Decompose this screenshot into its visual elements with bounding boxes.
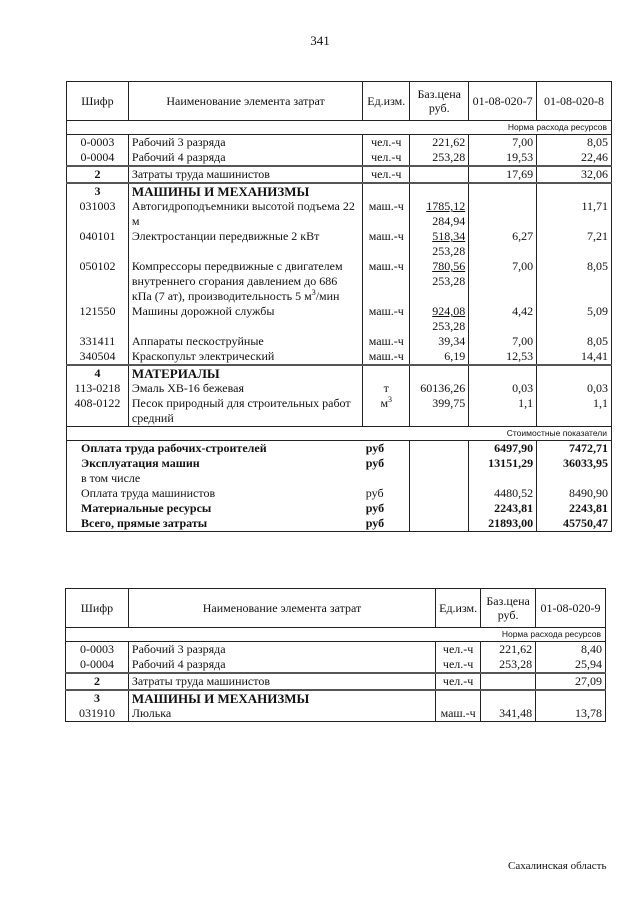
table-row: 0-0003 Рабочий 3 разряда чел.-ч 221,62 8,40 [66, 642, 606, 658]
cost-row: в том числе [67, 471, 612, 486]
header-unit: Ед.изм. [436, 589, 481, 628]
section-machines: 3 МАШИНЫ И МЕХАНИЗМЫ [66, 690, 606, 706]
table-row: 121550 Машины дорожной службы маш.-ч 924,08 253,28 4,42 5,09 [67, 304, 612, 334]
table-header-row [66, 589, 606, 628]
cost-row: Оплата труда машинистов руб 4480,52 8490,90 [67, 486, 612, 501]
operators-row: 2 Затраты труда машинистов чел.-ч 27,09 [66, 673, 606, 690]
header-name: Наименование элемента затрат [128, 589, 435, 628]
subheader-norms: Норма расхода ресурсов [66, 628, 606, 642]
header-unit: Ед.изм. [363, 82, 410, 121]
header-price: Баз.цена руб. [481, 589, 536, 628]
header-name: Наименование элемента затрат [128, 82, 362, 121]
section-materials: 4 МАТЕРИАЛЫ [67, 365, 612, 381]
table-row: 031003 Автогидроподъемники высотой подъема 22 м маш.-ч 1785,12 284,94 11,71 [67, 199, 612, 229]
header-code: Шифр [67, 82, 129, 121]
table-row: 408-0122 Песок природный для строительных работ средний $м^3$ 399,75 1,1 1,1 [67, 396, 612, 427]
subheader-norms: Норма расхода ресурсов [67, 121, 612, 135]
table-header-row [67, 82, 612, 121]
cost-row: Оплата труда рабочих-строителей руб 6497,90 7472,71 [67, 441, 612, 457]
cost-row: Эксплуатация машин руб 13151,29 36033,95 [67, 456, 612, 471]
table-row: 0-0004 Рабочий 4 разряда чел.-ч 253,28 19,53 22,46 [67, 150, 612, 166]
cost-row-total: Всего, прямые затраты руб 21893,00 45750,47 [67, 516, 612, 532]
header-code: Шифр [66, 589, 129, 628]
header-norm-9: 01-08-020-9 [536, 589, 606, 628]
table-row: 113-0218 Эмаль ХВ-16 бежевая т 60136,26 0,03 0,03 [67, 381, 612, 396]
operators-row: 2 Затраты труда машинистов чел.-ч 17,69 32,06 [67, 166, 612, 183]
header-norm-7: 01-08-020-7 [469, 82, 537, 121]
resource-table-1 [66, 81, 612, 532]
table-row: 0-0004 Рабочий 4 разряда чел.-ч 253,28 25,94 [66, 657, 606, 673]
section-machines: 3 МАШИНЫ И МЕХАНИЗМЫ [67, 183, 612, 199]
table-row: 0-0003 Рабочий 3 разряда чел.-ч 221,62 7,00 8,05 [67, 135, 612, 151]
table-row: 331411 Аппараты пескоструйные маш.-ч 39,34 7,00 8,05 [67, 334, 612, 349]
header-price: Баз.цена руб. [410, 82, 469, 121]
table-row: 040101 Электростанции передвижные 2 кВт маш.-ч 518,34 253,28 6,27 7,21 [67, 229, 612, 259]
table-row: 340504 Краскопульт электрический маш.-ч 6,19 12,53 14,41 [67, 349, 612, 365]
resource-table-2 [65, 588, 606, 722]
header-norm-8: 01-08-020-8 [537, 82, 612, 121]
table-row: 050102 Компрессоры передвижные с двигателем внутреннего сгорания давлением до 686 кПа (7 ат), производительность 5 $м^3$/мин маш.-ч 780,56 253,28 7,00 8,05 [67, 259, 612, 304]
subheader-costs: Стоимостные показатели [67, 427, 612, 441]
cost-row: Материальные ресурсы руб 2243,81 2243,81 [67, 501, 612, 516]
region-footer: Сахалинская область [508, 860, 607, 872]
page-number: 341 [310, 33, 330, 48]
table-row: 031910 Люлька маш.-ч 341,48 13,78 [66, 706, 606, 722]
